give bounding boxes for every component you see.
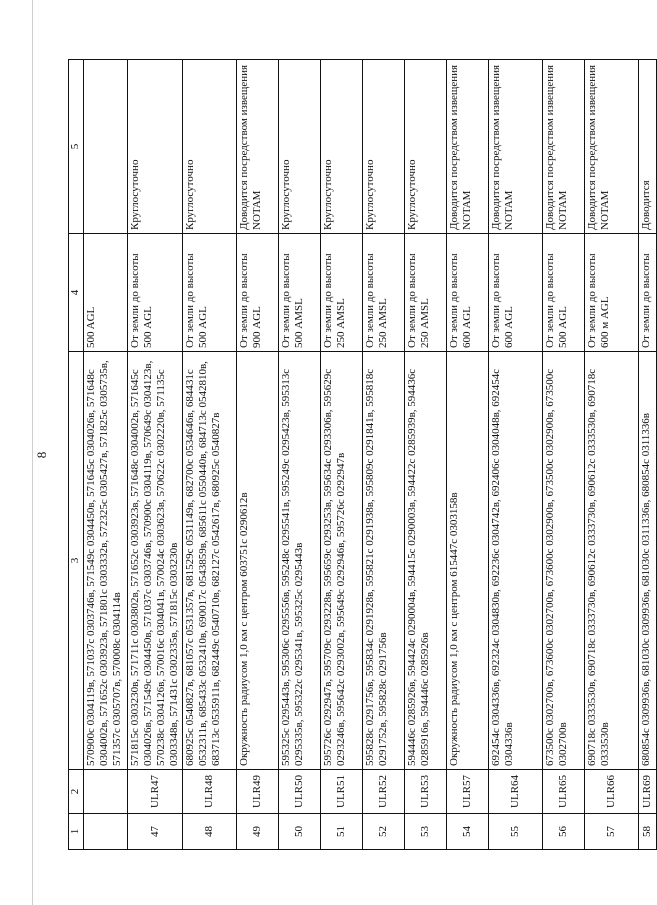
height-limit-cell: От земли до высоты 500 AGL [543, 234, 585, 352]
table-body [69, 60, 657, 850]
operating-time-cell: Круглосуточно [279, 60, 321, 234]
row-number-cell: 54 [447, 814, 489, 850]
row-number-cell: 55 [489, 814, 543, 850]
coordinates-cell: 680925с 0540827в, 681057с 0531357в, 681529с 0531149в, 682700с 0534646в, 684431с 0532311в, 685433с 0532410в, 690017с 0543859в, 685611с 0550440в, 684713с 0542810в, 683713с 0535911в, 682449с 0540710в, 682127с 0542617в, 680925с 0540827в [183, 352, 237, 770]
header-row [69, 60, 84, 850]
coordinates-cell: Окружность радиусом 1,0 км с центром 615447с 0303158в [447, 352, 489, 770]
operating-time-cell: Круглосуточно [405, 60, 447, 234]
coordinates-cell: 673500с 0302700в, 673600с 0302700в, 673600с 0302900в, 673500с 0302900в, 673500с 0302700в [543, 352, 585, 770]
zone-code-cell: ULR69 [639, 770, 657, 814]
row-number-cell: 50 [279, 814, 321, 850]
zone-code-cell [84, 770, 128, 814]
coordinates-cell: 594446с 0285926в, 594424с 0290004в, 594415с 0290003в, 594422с 0285939в, 594436с 0285916в, 594446с 0285926в [405, 352, 447, 770]
restricted-zones-table [68, 59, 657, 850]
zone-code-cell: ULR47 [128, 770, 183, 814]
header-cell: 4 [69, 234, 84, 352]
table-row [321, 60, 363, 850]
height-limit-cell: 500 AGL [84, 234, 128, 352]
coordinates-cell: 595726с 0292947в, 595709с 0293228в, 595659с 0293253в, 595634с 0293306в, 595629с 0293246в, 595642с 0293002в, 595649с 0292946в, 595726с 0292947в [321, 352, 363, 770]
table-row [639, 60, 657, 850]
coordinates-cell: 680854с 0309936в, 681030с 0309936в, 681030с 0311336в, 680854с 0311336в [639, 352, 657, 770]
coordinates-cell: Окружность радиусом 1,0 км с центром 603751с 0290612в [237, 352, 279, 770]
height-limit-cell: От земли до высоты 250 AMSL [363, 234, 405, 352]
header-cell: 2 [69, 770, 84, 814]
height-limit-cell: От земли до высоты [639, 234, 657, 352]
operating-time-cell: Доводится посредством извещения NOTAM [489, 60, 543, 234]
row-number-cell: 49 [237, 814, 279, 850]
table-row [183, 60, 237, 850]
operating-time-cell: Круглосуточно [183, 60, 237, 234]
row-number-cell: 52 [363, 814, 405, 850]
operating-time-cell: Доводится посредством извещения NOTAM [585, 60, 639, 234]
operating-time-cell: Круглосуточно [321, 60, 363, 234]
table-row [279, 60, 321, 850]
coordinates-cell: 570900с 0304119в, 571037с 0303746в, 571549с 0304450в, 571645с 0304026в, 571648с 0304002в, 571652с 0303923в, 571801с 0303332в, 572325с 0305427в, 571825с 0305735в, 571357с 0305707в, 570008с 0304114в [84, 352, 128, 770]
table-row [585, 60, 639, 850]
coordinates-cell: 692454с 0304336в, 692324с 0304830в, 692236с 0304742в, 692406с 0304048в, 692454с 0304336в [489, 352, 543, 770]
height-limit-cell: От земли до высоты 500 AMSL [279, 234, 321, 352]
table-row [84, 60, 128, 850]
zone-code-cell: ULR64 [489, 770, 543, 814]
zone-code-cell: ULR66 [585, 770, 639, 814]
operating-time-cell: Круглосуточно [128, 60, 183, 234]
table-row [447, 60, 489, 850]
table-row [405, 60, 447, 850]
height-limit-cell: От земли до высоты 600 AGL [447, 234, 489, 352]
table-row [128, 60, 183, 850]
row-number-cell: 51 [321, 814, 363, 850]
row-number-cell: 48 [183, 814, 237, 850]
operating-time-cell: Доводится [639, 60, 657, 234]
operating-time-cell: Круглосуточно [363, 60, 405, 234]
row-number-cell: 56 [543, 814, 585, 850]
operating-time-cell: Доводится посредством извещения NOTAM [447, 60, 489, 234]
height-limit-cell: От земли до высоты 250 AMSL [321, 234, 363, 352]
header-cell: 5 [69, 60, 84, 234]
height-limit-cell: От земли до высоты 500 AGL [128, 234, 183, 352]
table-row [237, 60, 279, 850]
coordinates-cell: 595325с 0295443в, 595306с 0295556в, 595248с 0295541в, 595249с 0295423в, 595313с 0295335в, 595322с 0295341в, 595325с 0295443в [279, 352, 321, 770]
height-limit-cell: От земли до высоты 600 AGL [489, 234, 543, 352]
zone-code-cell: ULR51 [321, 770, 363, 814]
rotated-page [68, 60, 653, 850]
page-number: 8 [34, 451, 49, 459]
table-row [543, 60, 585, 850]
zone-code-cell: ULR50 [279, 770, 321, 814]
coordinates-cell: 690718с 0333530в, 690718с 0333730в, 690612с 0333730в, 690612с 0333530в, 690718с 0333530в [585, 352, 639, 770]
zone-code-cell: ULR65 [543, 770, 585, 814]
row-number-cell: 58 [639, 814, 657, 850]
header-cell: 1 [69, 814, 84, 850]
height-limit-cell: От земли до высоты 500 AGL [183, 234, 237, 352]
operating-time-cell: Доводится посредством извещения NOTAM [543, 60, 585, 234]
height-limit-cell: От земли до высоты 250 AMSL [405, 234, 447, 352]
table-row [489, 60, 543, 850]
header-cell: 3 [69, 352, 84, 770]
zone-code-cell: ULR53 [405, 770, 447, 814]
zone-code-cell: ULR48 [183, 770, 237, 814]
operating-time-cell: Доводится посредством извещения NOTAM [237, 60, 279, 234]
row-number-cell: 53 [405, 814, 447, 850]
zone-code-cell: ULR49 [237, 770, 279, 814]
table-row [363, 60, 405, 850]
row-number-cell [84, 814, 128, 850]
coordinates-cell: 595828с 0291756в, 595834с 0291928в, 595821с 0291938в, 595809с 0291841в, 595818с 0291752в, 595828с 0291756в [363, 352, 405, 770]
height-limit-cell: От земли до высоты 600 м AGL [585, 234, 639, 352]
operating-time-cell [84, 60, 128, 234]
row-number-cell: 57 [585, 814, 639, 850]
height-limit-cell: От земли до высоты 900 AGL [237, 234, 279, 352]
zone-code-cell: ULR52 [363, 770, 405, 814]
coordinates-cell: 571815с 0303230в, 571711с 0303802в, 571652с 0303923в, 571648с 0304002в, 571645с 0304026в, 571549с 0304450в, 571037с 0303746в, 570900с 0304119в, 570649с 0304123в, 570238с 0304126в, 570016с 0304041в, 570024с 0303623в, 570622с 0302220в, 571135с 0303348в, 571431с 0302335в, 571815с 0303230в [128, 352, 183, 770]
scan-edge [8, 0, 33, 905]
zone-code-cell: ULR57 [447, 770, 489, 814]
row-number-cell: 47 [128, 814, 183, 850]
